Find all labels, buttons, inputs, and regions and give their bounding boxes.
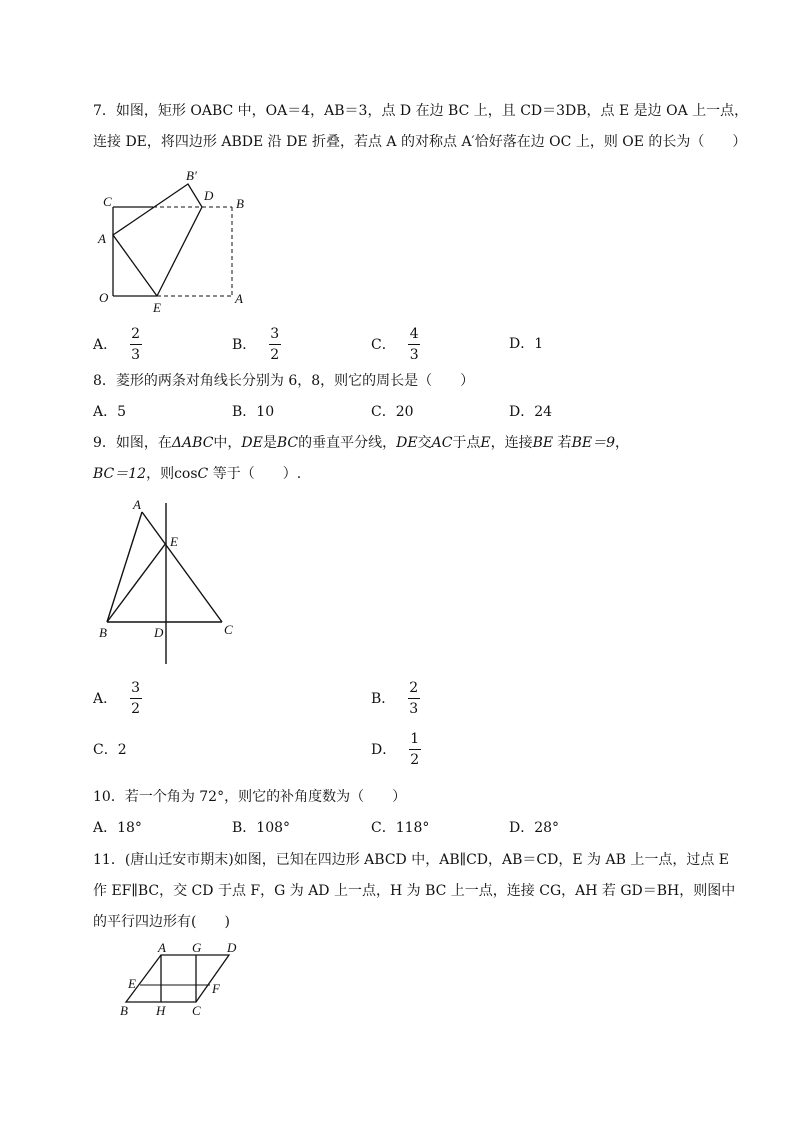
- q11-label-f: F: [212, 981, 220, 996]
- q7-stem-line1: 7．如图，矩形 OABC 中，OA＝4，AB＝3，点 D 在边 BC 上，且 CD＝3DB，点 E 是边 OA 上一点，: [93, 103, 749, 119]
- q10-stem: 10．若一个角为 72°，则它的补角度数为（ ）: [93, 789, 407, 805]
- q9-label-d: D: [154, 625, 164, 640]
- q7-stem-line2: 连接 DE，将四边形 ABDE 沿 DE 折叠，若点 A 的对称点 A′恰好落在边 OC 上，则 OE 的长为（ ）: [93, 134, 747, 150]
- q8-option-b: B．10: [232, 404, 275, 420]
- q11-label-h: H: [156, 1003, 166, 1018]
- q7-option-a: A． $\frac{2}{3}$: [93, 326, 141, 363]
- q9-stem-line1: 9．如图，在ΔABC中，DE是BC的垂直平分线，DE交AC于点E，连接BE 若BE＝9，: [93, 435, 630, 451]
- q11-stem-line3: 的平行四边形有( ): [93, 914, 230, 930]
- q11-label-e: E: [128, 976, 136, 991]
- q10-option-c: C．118°: [371, 820, 430, 836]
- q7-label-aprime: A: [98, 231, 106, 246]
- q10-option-a: A．18°: [93, 820, 142, 836]
- q11-stem-line2: 作 EF∥BC，交 CD 于点 F，G 为 AD 上一点，H 为 BC 上一点，连接 CG，AH 若 GD＝BH，则图中: [93, 883, 736, 899]
- q11-label-b: B: [120, 1003, 128, 1018]
- q7-label-bprime: B′: [186, 168, 197, 183]
- q9-option-a: A． $\frac{3}{2}$: [93, 680, 141, 717]
- q9-label-c: C: [224, 622, 233, 637]
- q7-label-e: E: [153, 300, 161, 315]
- q7-label-o: O: [99, 290, 109, 305]
- q9-label-b: B: [99, 625, 107, 640]
- q7-option-d: D． 1: [509, 336, 544, 352]
- q9-label-a: A: [133, 497, 141, 512]
- q10-option-b: B．108°: [232, 820, 291, 836]
- q11-stem-line1: 11．(唐山迁安市期末)如图，已知在四边形 ABCD 中，AB∥CD，AB＝CD，E 为 AB 上一点，过点 E: [93, 852, 730, 868]
- q11-label-a: A: [158, 940, 166, 955]
- q11-label-g: G: [192, 940, 202, 955]
- q9-option-c: C． 2: [93, 742, 127, 758]
- q10-option-d: D．28°: [509, 820, 560, 836]
- q9-option-d: D． $\frac{1}{2}$: [371, 731, 420, 768]
- q11-label-d: D: [227, 940, 237, 955]
- q8-option-a: A．5: [93, 404, 127, 420]
- q8-stem: 8．菱形的两条对角线长分别为 6，8，则它的周长是（ ）: [93, 373, 475, 389]
- q9-label-e: E: [170, 534, 178, 549]
- q7-label-a: A: [235, 291, 243, 306]
- q7-label-c: C: [103, 194, 112, 209]
- q7-option-b: B． $\frac{3}{2}$: [232, 326, 280, 363]
- q7-option-c: C． $\frac{4}{3}$: [371, 326, 419, 363]
- q8-option-d: D．24: [509, 404, 553, 420]
- q9-stem-line2: BC＝12，则cosC 等于（ ）.: [93, 466, 302, 482]
- q8-option-c: C．20: [371, 404, 414, 420]
- q11-label-c: C: [192, 1003, 201, 1018]
- q7-label-b: B: [236, 196, 244, 211]
- q9-option-b: B． $\frac{2}{3}$: [371, 680, 419, 717]
- q7-label-d: D: [204, 188, 214, 203]
